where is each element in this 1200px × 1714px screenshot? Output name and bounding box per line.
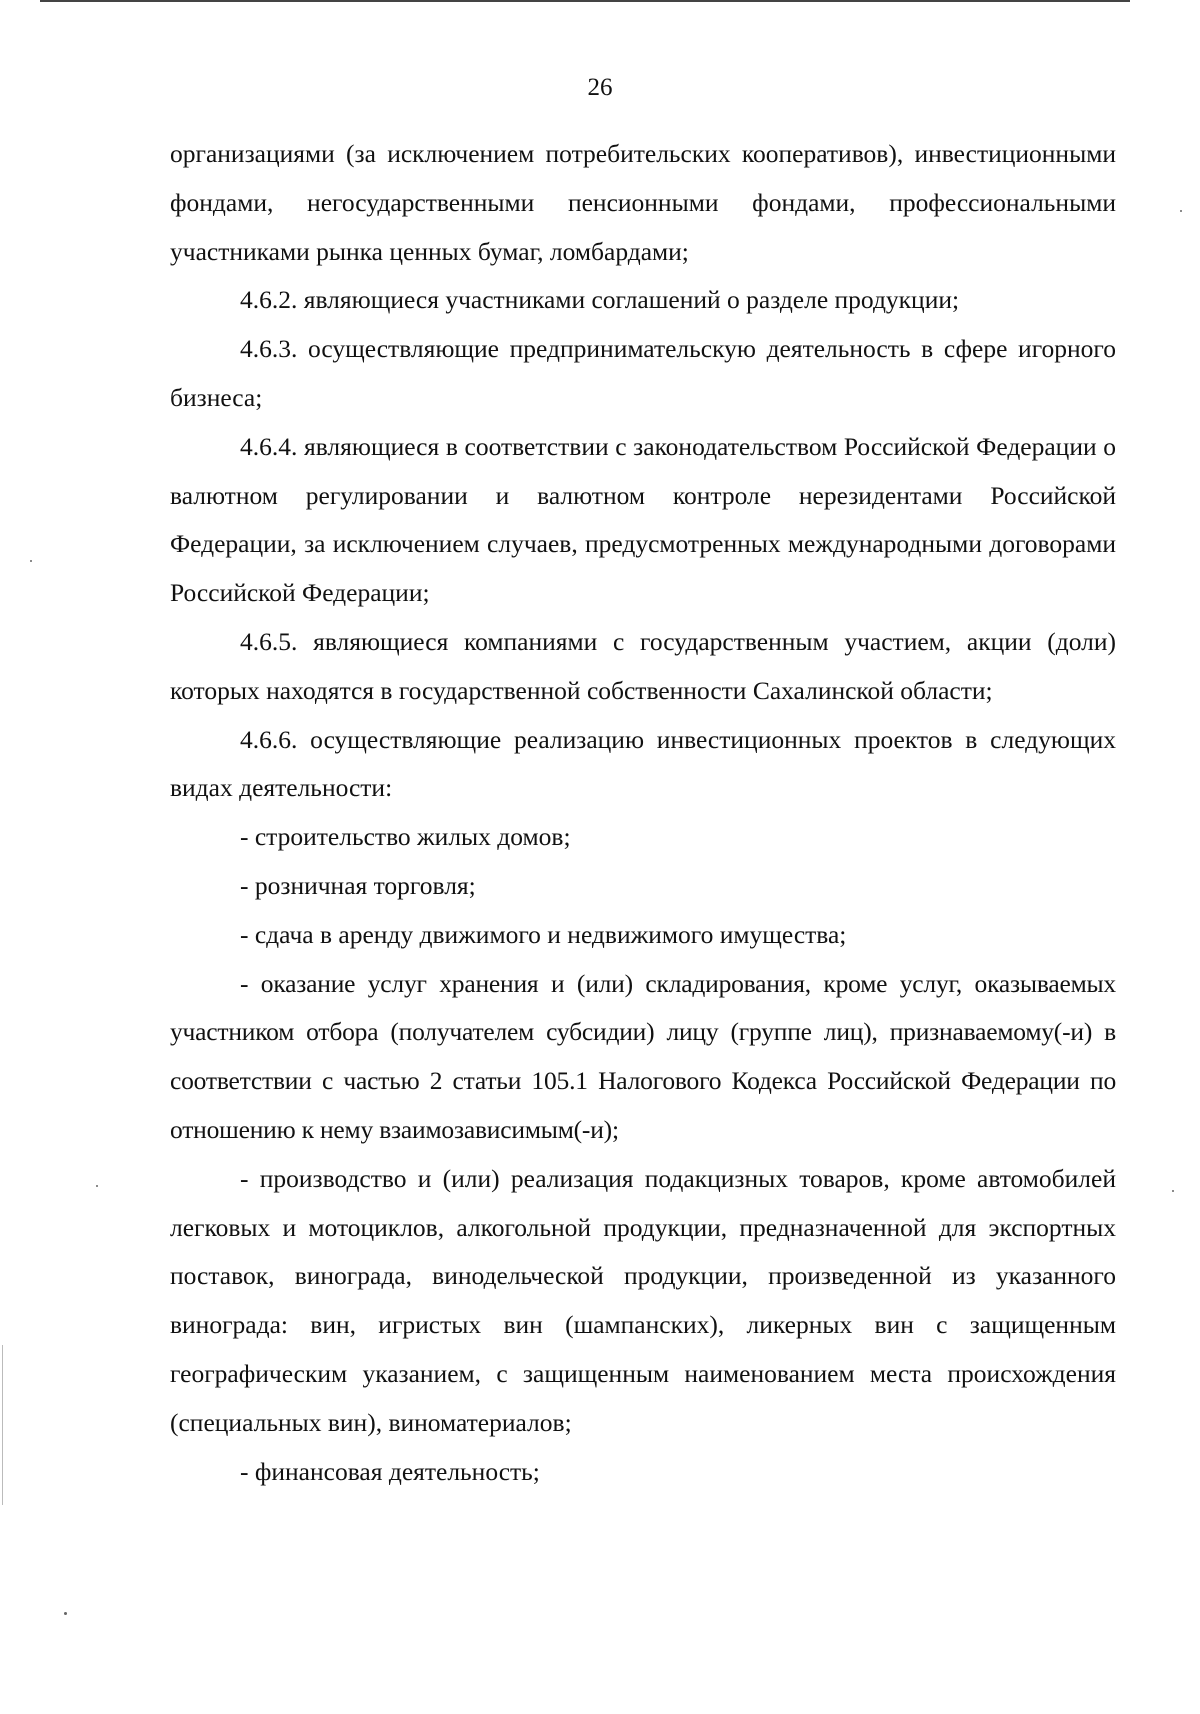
scan-speck xyxy=(64,1612,67,1615)
page-top-edge xyxy=(40,0,1130,2)
list-item-excise-goods: - производство и (или) реализация подакцизных товаров, кроме автомобилей легковых и мотоциклов, алкогольной продукции, предназначенной для экспортных поставок, винограда, винодельческой продукции, произведенной из указанного винограда: вин, игристых вин (шампанских), ликерных вин с защищенным географическим указанием, с защищенным наименованием места происхождения (специальных вин), виноматериалов; xyxy=(170,1163,1116,1437)
list-item-rental: - сдача в аренду движимого и недвижимого имущества; xyxy=(240,919,847,949)
paragraph-4-6-3: 4.6.3. осуществляющие предпринимательскую деятельность в сфере игорного бизнеса; xyxy=(170,334,1116,412)
scan-speck xyxy=(96,1185,98,1187)
paragraph-4-6-4: 4.6.4. являющиеся в соответствии с законодательством Российской Федерации о валютном регулировании и валютном контроле нерезидентами Российской Федерации, за исключением случаев, предусмотренных международными договорами Российской Федерации; xyxy=(170,431,1116,608)
list-item-housing: - строительство жилых домов; xyxy=(240,822,571,852)
page-number: 26 xyxy=(587,74,613,101)
paragraph-4-6-6: 4.6.6. осуществляющие реализацию инвестиционных проектов в следующих видах деятельности: xyxy=(170,724,1116,803)
list-item-financial: - финансовая деятельность; xyxy=(240,1456,540,1486)
paragraph-4-6-2: 4.6.2. являющиеся участниками соглашений о разделе продукции; xyxy=(240,285,960,315)
paragraph-4-6-5: 4.6.5. являющиеся компаниями с государственным участием, акции (доли) которых находятся в государственной собственности Сахалинской области; xyxy=(170,626,1116,705)
scan-speck xyxy=(1172,1190,1174,1192)
document-body xyxy=(170,130,1116,1496)
scan-speck xyxy=(30,560,32,562)
paragraph-continuation: организациями (за исключением потребительских кооперативов), инвестиционными фондами, негосударственными пенсионными фондами, профессиональными участниками рынка ценных бумаг, ломбардами; xyxy=(170,139,1116,266)
scan-speck xyxy=(1180,210,1182,212)
scan-margin-line xyxy=(2,1345,3,1505)
list-item-retail: - розничная торговля; xyxy=(240,870,476,900)
list-item-storage: - оказание услуг хранения и (или) складирования, кроме услуг, оказываемых участником отбора (получателем субсидии) лицу (группе лиц), признаваемому(-и) в соответствии с частью 2 статьи 105.1 Налогового Кодекса Российской Федерации по отношению к нему взаимозависимым(-и); xyxy=(170,968,1116,1144)
